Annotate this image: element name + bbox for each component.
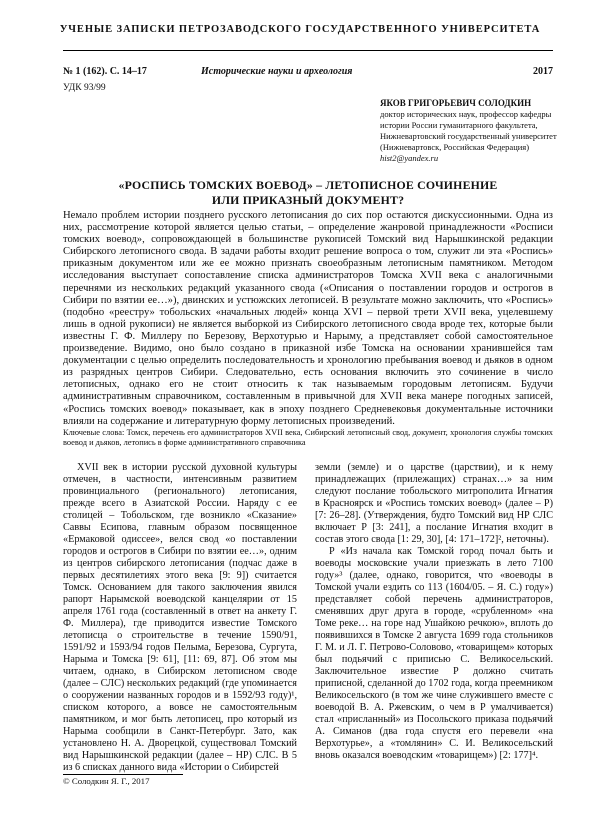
issue-year: 2017 [533, 66, 553, 77]
keywords: Ключевые слова: Томск, перечень его администраторов XVII века, Сибирский летописный свод, документ, хронология службы томских воевод и дьяков, летопись в форме административного справочника [63, 428, 553, 447]
body-column-left [63, 462, 297, 774]
body-paragraph: земли (земле) и о царстве (царствии), и к нему принадлежащих (прилежащих) странах…» за ним следуют послание тобольского митрополита Игнатия в Красноярск и «Роспись томских воевод» (далее – Р) [7: 26–28]. (Утверждения, будто Томский вид НР СЛС включает Р [3: 241], а послание Игнатия входит в состав этого свода [1: 29, 30], [4: 171–172]², неточны). [315, 462, 553, 545]
issue-number: № 1 (162). С. 14–17 [63, 66, 147, 77]
issue-meta [63, 66, 553, 78]
body-paragraph: XVII век в истории русской духовной культуры отмечен, в частности, интенсивным развитием провинциального (регионального) летописания, прежде всего в Азиатской России. Наряду с ее столицей – Тобольском, где возникло «Сказание» Саввы Есипова, главным образом посвященное «Ермаковой одиссее», велся свод «о поставлении городов и острогов в Сибири по взятии ее…», одним из центров сибирского летописания (подчас даже в первых десятилетиях этого века [9: 9]) считается Томск. Основанием для такого заключения явился рапорт Нарымской воеводской канцелярии от 15 апреля 1761 года (составленный в ответ на анкету Г. Ф. Миллера), где приводится известие Томского летописца о строительстве в течение 1590/91, 1591/92 и 1593/94 годов Пелыма, Березова, Сургута, Нарыма и Томска [9: 61], [11: 69, 87]. Об этом мы читаем, однако, в Сибирском летописном своде (далее – СЛС) нескольких редакций (где упоминается о сооружении названных городов и в 1592/93 году)¹, списком которого, а вовсе не самостоятельным памятником, и мог быть летописец, про который из Нарыма сообщили в Санкт-Петербург. Зато, как установлено Н. А. Дворецкой, существовал Томский вид Нарышкинской редакции (далее – НР) СЛС. В 5 из 6 списках данного вида «Истории о Сибирстей [63, 462, 297, 773]
header-rule [63, 50, 553, 51]
footer-rule [63, 774, 183, 775]
copyright: © Солодкин Я. Г., 2017 [63, 776, 150, 786]
article-title [63, 178, 553, 208]
author-email[interactable]: hist2@yandex.ru [380, 153, 439, 163]
author-block [380, 98, 560, 164]
section-name: Исторические науки и археология [201, 66, 353, 77]
author-affiliation: доктор исторических наук, профессор кафедры истории России гуманитарного факультета, Нижневартовский государственный университет (Нижневартовск, Российская Федерация) [380, 109, 557, 152]
body-column-right [315, 462, 553, 762]
author-name: ЯКОВ ГРИГОРЬЕВИЧ СОЛОДКИН [380, 98, 532, 108]
journal-title: УЧЕНЫЕ ЗАПИСКИ ПЕТРОЗАВОДСКОГО ГОСУДАРСТВЕННОГО УНИВЕРСИТЕТА [59, 24, 541, 35]
abstract: Немало проблем истории позднего русского летописания до сих пор остаются дискуссионными. Одна из них, рассмотрение которой является целью статьи, – определение жанровой принадлежности «Росписи томских воевод», сопровождающей в большинстве рукописей Томский вид Нарышкинской редакции Сибирского летописного свода. В задачи работы входит решение вопроса о том, служит ли эта «Роспись» приказным документом или же ее можно признать своеобразным летописным памятником. Методом исследования выступает сопоставление списка администраторов Томска XVII века с аналогичными перечнями из нескольких редакций указанного свода («Описания о поставлении городов и острогов в Сибири по взятии ее…»), двинских и устюжских летописей. В результате можно заключить, что «Роспись» (подобно «реестру» тобольских «начальных людей» конца XVI – первой трети XVII века, уцелевшему лишь в одной рукописи) не является выборкой из Сибирского летописного свода вроде тех, которые были известны Г. Ф. Миллеру по Березову, Верхотурью и Нарыму, а представляет собой самостоятельное произведение. Видимо, оно было создано в приказной избе Томска на основании хранившейся там документации с целью определить последовательность и хронологию пребывания воевод и дьяков в одном из разрядных центров Сибири. Следовательно, есть основания включить это сочинение в число летописных, однако его не стоит относить к так называемым городовым летописям. Будучи административным справочником, составленным в привычной для XVII века манере погодных записей, «Роспись томских воевод» показывает, как в эпоху позднего Средневековья документальные источники влияли на содержание и литературную форму летописных произведений. [63, 210, 553, 427]
article-title-line-2: ИЛИ ПРИКАЗНЫЙ ДОКУМЕНТ? [211, 193, 405, 207]
body-paragraph: Р «Из начала как Томской город почал быть и воеводы московские учали приезжать в лето 7100 году»³ (далее, однако, говорится, что «воеводы в Томской учали ездить со 113 (1604/05. – Я. С.) году») представляет собой перечень администраторов, сменявших друг друга в городе, «срубленном» «на Томе реке… на горе над Ушайкою речкою», вплоть до появившихся в Томске 2 августа 1699 года стольников Г. М. и Л. Г. Петрово-Солововo, «товарищем» которых был подьячий с приписью С. Великосельский. Заключительное известие Р должно считать приписной, сделанной до 1702 года, когда преемником Великосельского (в том же чине служившего вместе с воеводой В. А. Ржевским, о чем в Р умалчивается) стал «присланный» из Посольского приказа подьячий А. Симанов (два года спустя его перевели «на Верхотурье», а «томлянин» С. И. Великосельский вновь оказался воеводским «товарищем») [2: 177]⁴. [315, 546, 553, 761]
article-title-line-1: «РОСПИСЬ ТОМСКИХ ВОЕВОД» – ЛЕТОПИСНОЕ СОЧИНЕНИЕ [118, 178, 498, 192]
udk-code: УДК 93/99 [63, 83, 106, 93]
